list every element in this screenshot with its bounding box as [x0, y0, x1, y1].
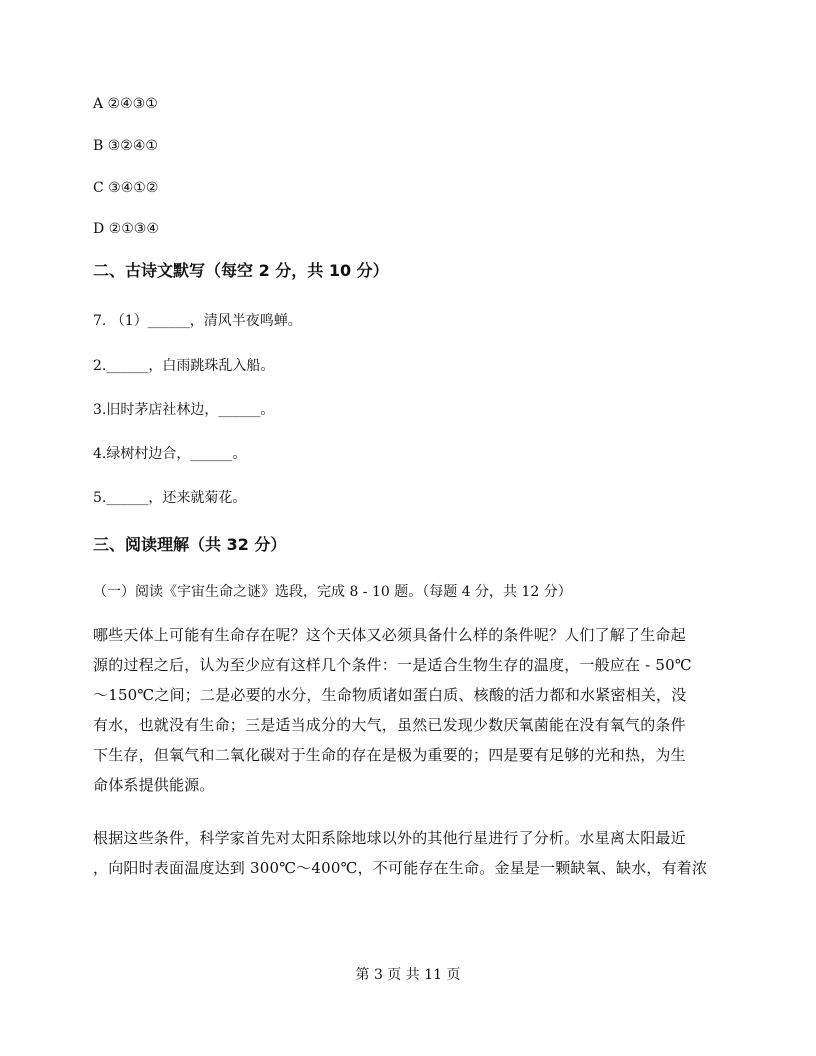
page-footer: 第 3 页 共 11 页 — [355, 967, 461, 983]
option-a: A ②④③① — [93, 96, 158, 112]
passage-line: 根据这些条件，科学家首先对太阳系除地球以外的其他行星进行了分析。水星离太阳最近 — [93, 829, 686, 847]
reading-subheading: （一）阅读《宇宙生命之谜》选段，完成 8 - 10 题。（每题 4 分，共 12 分） — [93, 584, 572, 600]
passage-line: ～150℃之间；二是必要的水分，生命物质诸如蛋白质、核酸的活力都和水紧密相关，没 — [93, 686, 687, 704]
fill-blank-item-4: 4.绿树村边合，______。 — [93, 446, 247, 462]
option-d: D ②①③④ — [93, 221, 159, 237]
passage-paragraph-1 — [93, 620, 723, 800]
passage-line: 有水，也就没有生命；三是适当成分的大气，虽然已发现少数厌氧菌能在没有氧气的条件 — [93, 716, 686, 734]
passage-line: 下生存，但氧气和二氧化碳对于生命的存在是极为重要的；四是要有足够的光和热，为生 — [93, 746, 686, 764]
fill-blank-item-5: 5.______，还来就菊花。 — [93, 490, 247, 506]
section2-heading: 二、古诗文默写（每空 2 分，共 10 分） — [93, 261, 389, 280]
passage-line: 哪些天体上可能有生命存在呢？这个天体又必须具备什么样的条件呢？人们了解了生命起 — [93, 626, 686, 644]
passage-paragraph-2 — [93, 823, 723, 883]
fill-blank-item-3: 3.旧时茅店社林边，______。 — [93, 402, 275, 418]
passage-line: 命体系提供能源。 — [93, 776, 215, 794]
fill-blank-item-2: 2.______，白雨跳珠乱入船。 — [93, 358, 275, 374]
option-b: B ③②④① — [93, 138, 158, 154]
passage-line: ，向阳时表面温度达到 300℃～400℃，不可能存在生命。金星是一颗缺氧、缺水，有着浓 — [93, 859, 708, 877]
passage-line: 源的过程之后，认为至少应有这样几个条件：一是适合生物生存的温度，一般应在 - 50℃ — [93, 656, 692, 674]
section3-heading: 三、阅读理解（共 32 分） — [93, 535, 287, 554]
fill-blank-item-1: 7. （1）______，清风半夜鸣蝉。 — [93, 313, 302, 329]
option-c: C ③④①② — [93, 180, 159, 196]
